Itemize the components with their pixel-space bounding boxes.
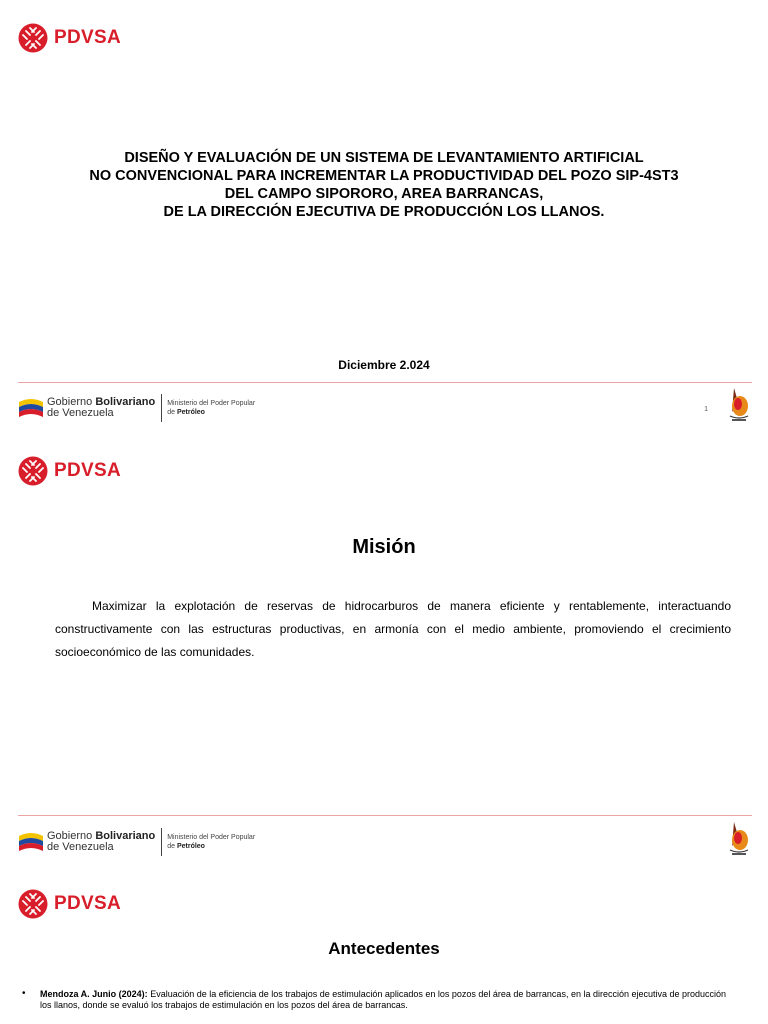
ministry-name xyxy=(167,833,255,851)
ministry-line2: de xyxy=(167,409,177,416)
ministry-line2-bold: Petróleo xyxy=(176,843,205,850)
gov-line1-bold: Bolivariano xyxy=(95,830,156,842)
divider xyxy=(18,815,752,816)
pdvsa-wordmark: PDVSA xyxy=(54,893,121,914)
ministry-line1: Ministerio del Poder Popular xyxy=(167,834,256,841)
gov-line1-bold: Bolivariano xyxy=(95,396,156,408)
pdvsa-logo xyxy=(18,23,121,53)
title-line: DEL CAMPO SIPORORO, AREA BARRANCAS, xyxy=(224,186,544,202)
venezuela-flag-icon xyxy=(18,830,44,854)
antecedentes-title: Antecedentes xyxy=(328,939,440,958)
ministry-line2-bold: Petróleo xyxy=(176,409,205,416)
gov-line1: Gobierno xyxy=(47,396,96,408)
antecedentes-list xyxy=(22,989,734,1011)
footer xyxy=(18,386,752,426)
divider xyxy=(18,382,752,383)
footer-separator xyxy=(161,394,162,422)
presentation-title xyxy=(0,149,768,221)
venezuela-flag-icon xyxy=(18,396,44,420)
pdvsa-wordmark: PDVSA xyxy=(54,27,121,48)
mision-text: Maximizar la explotación de reservas de hidrocarburos de manera eficiente y rentablemente, interactuando constructivamente con las estructuras productivas, en armonía con el medio ambiente, promoviendo el crecimiento socioeconómico de las comunidades. xyxy=(55,599,731,659)
ministry-line1: Ministerio del Poder Popular xyxy=(167,400,256,407)
gov-line2: de Venezuela xyxy=(47,841,114,853)
government-name xyxy=(47,397,155,419)
pdvsa-sun-icon xyxy=(18,889,48,919)
mision-title: Misión xyxy=(352,536,416,558)
ministry-name xyxy=(167,399,255,417)
pdvsa-wordmark: PDVSA xyxy=(54,460,121,481)
footer-separator xyxy=(161,828,162,856)
gov-line2: de Venezuela xyxy=(47,407,114,419)
government-logo xyxy=(18,394,255,422)
slide-title xyxy=(0,0,768,432)
title-line: DE LA DIRECCIÓN EJECUTIVA DE PRODUCCIÓN LOS LLANOS. xyxy=(163,204,605,220)
pdvsa-logo xyxy=(18,889,121,919)
title-line: NO CONVENCIONAL PARA INCREMENTAR LA PRODUCTIVIDAD DEL POZO SIP-4ST3 xyxy=(89,168,679,184)
pdvsa-sun-icon xyxy=(18,456,48,486)
government-name xyxy=(47,831,155,853)
ministry-line2: de xyxy=(167,843,177,850)
bicentennial-emblem-icon xyxy=(726,820,752,860)
pdvsa-logo xyxy=(18,456,121,486)
page-number: 1 xyxy=(704,406,708,413)
bicentennial-emblem-icon xyxy=(726,386,752,426)
list-item xyxy=(22,989,734,1011)
slide-mision xyxy=(0,432,768,864)
gov-line1: Gobierno xyxy=(47,830,96,842)
reference-text: Evaluación de la eficiencia de los trabajos de estimulación aplicados en los pozos del área de barrancas, en la dirección ejecutiva de producción los llanos, donde se evaluó los trabajos de estimulación en los pozos del área de barrancas. xyxy=(40,989,727,1010)
reference-author: Mendoza A. Junio (2024): xyxy=(40,989,148,999)
government-logo xyxy=(18,828,255,856)
slide-antecedentes xyxy=(0,864,768,1024)
title-line: DISEÑO Y EVALUACIÓN DE UN SISTEMA DE LEVANTAMIENTO ARTIFICIAL xyxy=(124,150,644,166)
pdvsa-sun-icon xyxy=(18,23,48,53)
presentation-date: Diciembre 2.024 xyxy=(338,358,430,372)
bullet-icon: • xyxy=(22,988,26,999)
footer xyxy=(18,820,752,860)
